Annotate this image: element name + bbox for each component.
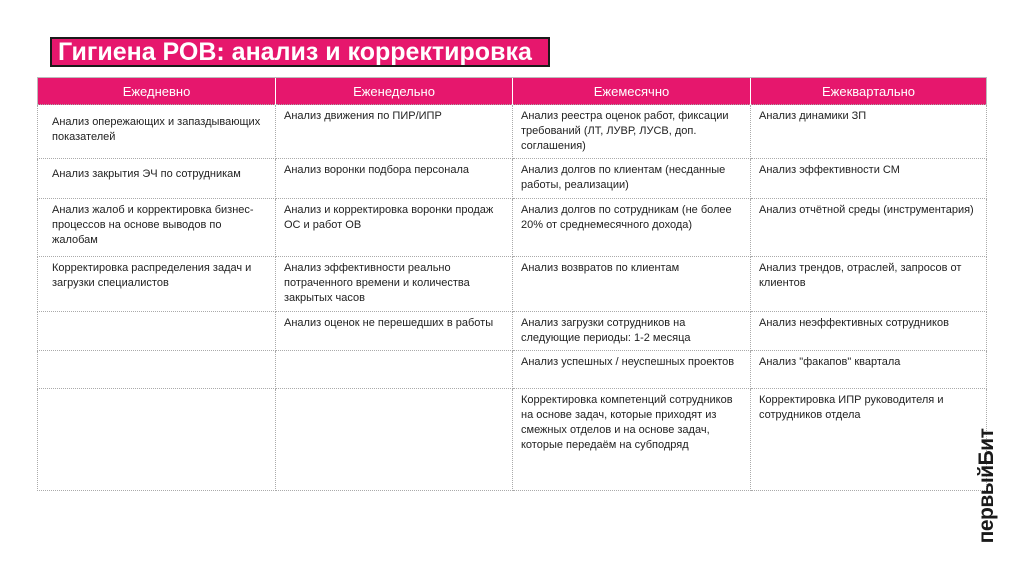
table-cell: Анализ успешных / неуспешных проектов — [513, 351, 751, 389]
table-cell: Анализ загрузки сотрудников на следующие периоды: 1-2 месяца — [513, 312, 751, 351]
table-cell: Анализ оценок не перешедших в работы — [276, 312, 513, 351]
table-row — [38, 105, 987, 159]
table-cell: Анализ эффективности реально потраченного времени и количества закрытых часов — [276, 257, 513, 312]
table-row — [38, 257, 987, 312]
table-cell: Анализ эффективности СМ — [751, 159, 987, 199]
table-cell: Анализ закрытия ЭЧ по сотрудникам — [38, 159, 276, 199]
table-header-row — [38, 78, 987, 105]
table-cell — [38, 312, 276, 351]
table-cell: Анализ реестра оценок работ, фиксации требований (ЛТ, ЛУВР, ЛУСВ, доп. соглашения) — [513, 105, 751, 159]
table-cell: Анализ и корректировка воронки продаж ОС и работ ОВ — [276, 199, 513, 257]
table-cell: Анализ долгов по клиентам (несданные работы, реализации) — [513, 159, 751, 199]
table-row — [38, 351, 987, 389]
table-row — [38, 199, 987, 257]
table-cell: Анализ жалоб и корректировка бизнес-процессов на основе выводов по жалобам — [38, 199, 276, 257]
table-cell: Анализ долгов по сотрудникам (не более 20% от среднемесячного дохода) — [513, 199, 751, 257]
table-cell — [276, 351, 513, 389]
table-cell: Анализ возвратов по клиентам — [513, 257, 751, 312]
table-cell: Анализ неэффективных сотрудников — [751, 312, 987, 351]
brand-logo-text: первыйБит — [975, 428, 998, 544]
frequency-table — [37, 77, 987, 491]
table-cell: Корректировка ИПР руководителя и сотрудников отдела — [751, 389, 987, 491]
table-cell — [38, 351, 276, 389]
column-header-monthly: Ежемесячно — [513, 78, 751, 105]
table-cell — [38, 389, 276, 491]
column-header-quarterly: Ежеквартально — [751, 78, 987, 105]
column-header-weekly: Еженедельно — [276, 78, 513, 105]
table-row — [38, 159, 987, 199]
table-cell: Анализ "факапов" квартала — [751, 351, 987, 389]
table-row — [38, 312, 987, 351]
page-title: Гигиена РОВ: анализ и корректировка — [50, 37, 550, 67]
table-cell: Корректировка распределения задач и загрузки специалистов — [38, 257, 276, 312]
table-cell: Анализ динамики ЗП — [751, 105, 987, 159]
table-cell: Анализ воронки подбора персонала — [276, 159, 513, 199]
table-cell: Анализ отчётной среды (инструментария) — [751, 199, 987, 257]
table-cell: Корректировка компетенций сотрудников на основе задач, которые приходят из смежных отделов и на основе задач, которые передаём на субподряд — [513, 389, 751, 491]
table-cell — [276, 389, 513, 491]
table-row — [38, 389, 987, 491]
brand-logo — [967, 418, 1007, 554]
column-header-daily: Ежедневно — [38, 78, 276, 105]
table-cell: Анализ движения по ПИР/ИПР — [276, 105, 513, 159]
table-cell: Анализ опережающих и запаздывающих показателей — [38, 105, 276, 159]
table-cell: Анализ трендов, отраслей, запросов от клиентов — [751, 257, 987, 312]
